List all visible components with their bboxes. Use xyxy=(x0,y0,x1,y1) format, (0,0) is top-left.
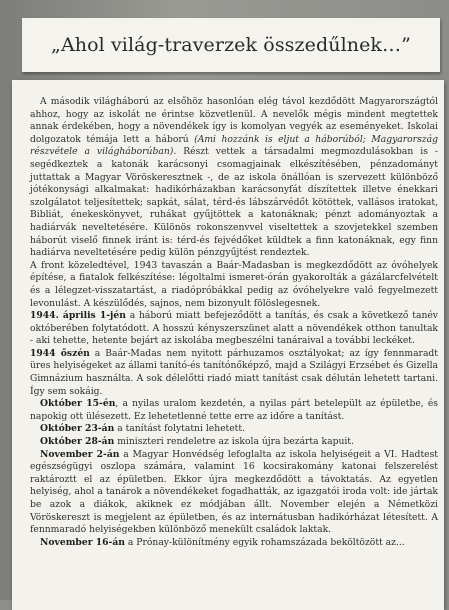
entry-1944-april xyxy=(30,310,438,348)
title-card xyxy=(22,18,440,72)
entry-text: a háború miatt befejeződött a tanítás, és csak a következő tanév októberében folytatódott. A hosszú kényszerszünet alatt a növendékek otthon tanultak - aki tehette, hetente bejárt az iskolába megbeszélni tanáraival a további leckéket. xyxy=(30,310,438,347)
entry-text: , a nyilas uralom kezdetén, a nyilas párt betelepült az épületbe, és napokig ott ülésezett. Ez lehetetlenné tette erre az időre a tanítást. xyxy=(30,398,438,422)
entry-text: a Prónay-különítmény egyik rohamszázada beköltözött az... xyxy=(124,536,405,548)
entry-date: Október 28-án xyxy=(40,436,115,448)
entry-text: miniszteri rendeletre az iskola újra bezárta kapuit. xyxy=(114,436,354,448)
entry-1944-autumn xyxy=(30,348,438,398)
intro-text-1: A második világháború az elsőhöz hasonlóan elég távol kezdődött Magyarországtól ahhoz, hogy az iskolát ne érintse közvetlenül. A nevelők mégis mindent megtettek annak érdekében, hogy a növendékek így is komolyan vegyék az eseményeket. Iskolai dolgozatok témája lett a háború xyxy=(30,96,438,145)
entry-nov-16 xyxy=(30,537,438,550)
entry-date: 1944 őszén xyxy=(30,347,90,359)
entry-date: Október 23-án xyxy=(40,423,115,435)
document-sheet xyxy=(12,80,444,610)
entry-date: Október 15-én xyxy=(40,398,116,410)
intro-text-2: . Részt vettek a társadalmi megmozdulásokban is - segédkeztek a katonák karácsonyi csomagjainak elkészítésében, pénzadományt juttattak a Magyar Vöröskeresztnek -, de az iskola önállóan is szervezett különböző jótékonysági alkalmakat: hadikórházakban karácsonyfát díszítettek illetve énekkari szolgálatot teljesítettek; sapkát, sálat, térd-és lábszárvédőt kötöttek, vallásos iratokat, Bibliát, énekeskönyvet, ruhákat gyűjtöttek a katonáknak; pénzt adományoztak a hadiárvák neveltetésére. Különös rokonszenvvel viseltettek a szovjetekkel szemben háborút viselő finnek iránt is: térd-és fejvédőket küldtek a finn katonáknak, egy finn hadiárva neveltetésére pedig külön pénzgyűjtést rendeztek. xyxy=(30,146,438,259)
entry-oct-15 xyxy=(30,398,438,423)
entry-text: a tanítást folytatni lehetett. xyxy=(114,423,245,435)
entry-date: 1944. április 1-jén xyxy=(30,310,126,322)
entry-nov-2 xyxy=(30,449,438,537)
intro-italic-topics: (Ami hozzánk is eljut a háborúból; Magyarország részvétele a világháborúban) xyxy=(30,133,438,158)
entry-text: a Baár-Madas nem nyitott párhuzamos osztályokat; az így fennmaradt üres helyiségeket az állami tanító-és tanítónőképző, majd a Szilágyi Erzsébet és Gizella Gimnázium használta. A sok délelőtti riadó miatt tanítást csak délután lehetett tartani. Így sem sokáig. xyxy=(30,347,438,397)
entry-oct-23 xyxy=(30,423,438,436)
document-body xyxy=(30,96,438,549)
intro-paragraph xyxy=(30,96,438,260)
entry-date: November 16-án xyxy=(40,536,125,548)
entry-text: a Magyar Honvédség lefoglalta az iskola helyiségeit a VI. Hadtest egészségügyi oszlopa számára, valamint 16 kocsirakomány katonai felszerelést raktároztt el az épületben. Ekkor újra megkezdődött a távoktatás. Az egyetlen helyiség, ahol a tanárok a növendékeket fogadhatták, az igazgatói iroda volt: ide jártak be azok a diákok, akiknek ez módjában állt. November elején a Németközi Vöröskereszt is megjelent az épületben, és az internátusban hadikórházat létesített. A fennmaradó helyiségekben különböző menekült családok laktak. xyxy=(30,448,438,536)
front-paragraph: A front közeledtével, 1943 tavaszán a Baár-Madasban is megkezdődött az óvóhelyek építése, a fiatalok felkészítése: légoltalmi ismeret-órán gyakorolták a gázálarcfelvételt és a lélegzet-visszatartást, a riadópróbákkal pedig az óvóhelyekre való fegyelmezett levonulást. A készülődés, sajnos, nem bizonyult fölöslegesnek. xyxy=(30,259,438,309)
entry-oct-28 xyxy=(30,436,438,449)
entry-date: November 2-án xyxy=(40,448,120,460)
page-title: „Ahol világ-traverzek összedűlnek…” xyxy=(51,34,411,56)
